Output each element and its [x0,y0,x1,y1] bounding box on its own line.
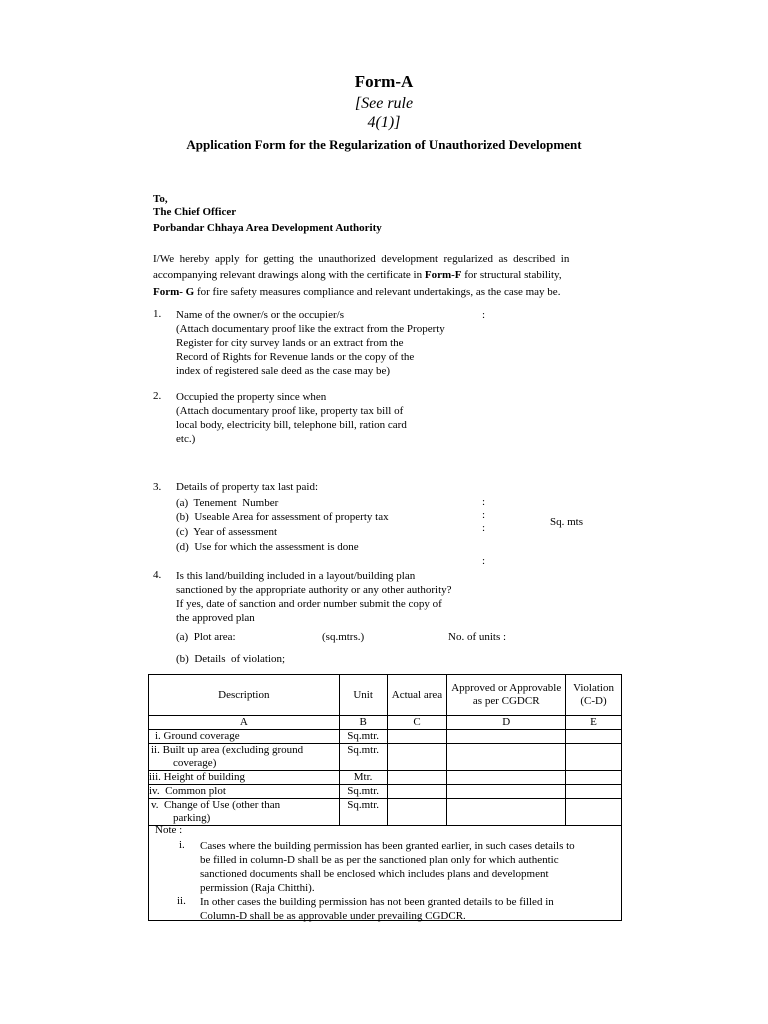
row-unit: Sq.mtr. [339,730,387,744]
table-header-row [149,675,622,716]
approved-cell[interactable] [447,799,566,826]
item-4b-details-of-violation: (b) Details of violation; [176,653,286,665]
note-i-text: Cases where the building permission has been granted earlier, in such cases details to be filled in column-D shall be as per the sanctioned plan only for which authentic sanctioned documents shall be enclosed which includes plans and development permission (Raja Chitthi). [200,840,575,894]
item-4a-plot-area: (a) Plot area: [176,631,236,643]
header-unit: Unit [339,675,387,716]
item-3b-useable-area: (b) Useable Area for assessment of property tax [176,511,389,523]
row-description: i. Ground coverage [149,730,340,744]
actual-area-cell[interactable] [387,744,447,771]
note-label: Note : [155,824,183,836]
actual-area-cell[interactable] [387,785,447,799]
table-row [149,785,622,799]
item-3c-colon: : [482,522,486,534]
item-1-colon: : [482,309,486,321]
item-1-text: Name of the owner/s or the occupier/s (Attach documentary proof like the extract from the Property Register for city survey lands or an extract from the Record of Rights for Revenue lands or the copy of the index of registered sale deed as the case may be) [176,309,445,377]
approved-cell[interactable] [447,744,566,771]
column-letter: A [149,716,340,730]
sq-mts-unit: Sq. mts [550,516,584,528]
item-3c-year-of-assessment: (c) Year of assessment [176,526,278,538]
table-row [149,771,622,785]
header-approved: Approved or Approvable as per CGDCR [447,675,566,716]
header-actual-area: Actual area [387,675,447,716]
intro-line-3: Form- G for fire safety measures compliance and relevant undertakings, as the case may be. [153,286,561,298]
table-row [149,730,622,744]
row-unit: Sq.mtr. [339,799,387,826]
item-3a-tenement-number: (a) Tenement Number [176,497,279,509]
item-3a-colon: : [482,496,486,508]
address-officer: The Chief Officer [153,206,237,218]
approved-cell[interactable] [447,730,566,744]
note-ii-text: In other cases the building permission has not been granted details to be filled in Column-D shall be as approvable under prevailing CGDCR. [200,896,554,922]
header-violation: Violation (C-D) [566,675,622,716]
item-2-text: Occupied the property since when (Attach documentary proof like, property tax bill of local body, electricity bill, telephone bill, ration card etc.) [176,391,407,445]
row-description: iii. Height of building [149,771,340,785]
item-4a-no-of-units: No. of units : [448,631,507,643]
address-authority: Porbandar Chhaya Area Development Authority [153,222,382,234]
violation-table [148,674,622,826]
violation-cell[interactable] [566,744,622,771]
table-column-letters-row [149,716,622,730]
intro-line-2: accompanying relevant drawings along with the certificate in Form-F for structural stability, [153,269,562,281]
rule-reference-line1: [See rule [354,95,414,112]
table-row [149,744,622,771]
item-3d-use: (d) Use for which the assessment is done [176,541,359,553]
item-3-number: 3. [153,481,162,493]
row-unit: Mtr. [339,771,387,785]
column-letter: E [566,716,622,730]
table-row [149,799,622,826]
row-description: v. Change of Use (other than parking) [149,799,340,826]
form-title: Form-A [354,72,414,91]
actual-area-cell[interactable] [387,799,447,826]
item-3-heading: Details of property tax last paid: [176,481,319,493]
note-i-number: i. [179,839,185,851]
actual-area-cell[interactable] [387,730,447,744]
column-letter: B [339,716,387,730]
approved-cell[interactable] [447,785,566,799]
approved-cell[interactable] [447,771,566,785]
row-description: ii. Built up area (excluding ground coverage) [149,744,340,771]
rule-reference-line2: 4(1)] [367,114,401,131]
row-unit: Sq.mtr. [339,785,387,799]
violation-cell[interactable] [566,771,622,785]
item-3b-colon: : [482,509,486,521]
form-subtitle: Application Form for the Regularization of Unauthorized Development [186,137,582,152]
column-letter: D [447,716,566,730]
item-1-number: 1. [153,308,162,320]
item-4-number: 4. [153,569,162,581]
violation-cell[interactable] [566,785,622,799]
address-to: To, [153,193,168,205]
row-unit: Sq.mtr. [339,744,387,771]
item-4-text: Is this land/building included in a layout/building plan sanctioned by the appropriate authority or any other authority? If yes, date of sanction and order number submit the copy of the approved plan [176,570,452,624]
violation-cell[interactable] [566,730,622,744]
intro-line-1: I/We hereby apply for getting the unauthorized development regularized as described in [153,253,570,265]
column-letter: C [387,716,447,730]
item-2-number: 2. [153,390,162,402]
row-description: iv. Common plot [149,785,340,799]
header-description: Description [149,675,340,716]
item-3d-colon: : [482,555,486,567]
violation-cell[interactable] [566,799,622,826]
note-box [148,824,622,921]
item-4a-unit: (sq.mtrs.) [322,631,365,643]
actual-area-cell[interactable] [387,771,447,785]
note-ii-number: ii. [177,895,186,907]
